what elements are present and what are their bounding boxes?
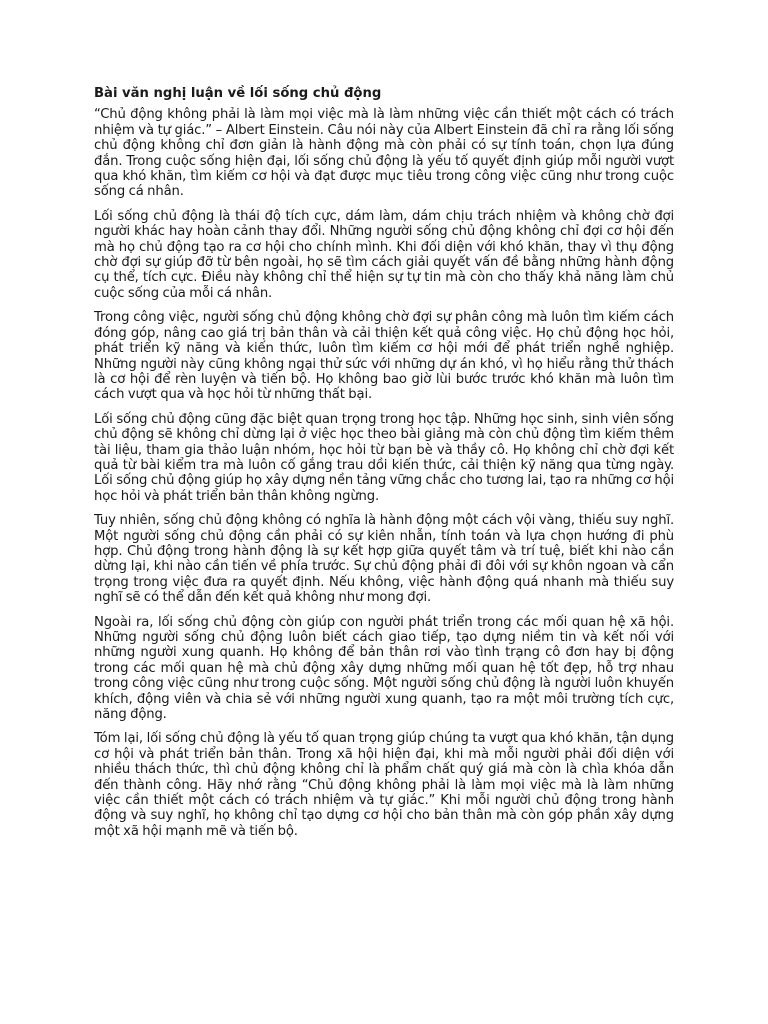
paragraph-intro: “Chủ động không phải là làm mọi việc mà là làm những việc cần thiết một cách có trách nhiệm và tự giác.” – Albert Einstein. Câu nói này của Albert Einstein đã chỉ ra rằng lối sống chủ động không chỉ đơn giản là hành động mà còn phải có sự tính toán, chọn lựa đúng đắn. Trong cuộc sống hiện đại, lối sống chủ động là yếu tố quyết định giúp mỗi người vượt qua khó khăn, tìm kiếm cơ hội và đạt được mục tiêu trong công việc cũng như trong cuộc sống cá nhân. <box>94 107 674 200</box>
paragraph-work: Trong công việc, người sống chủ động không chờ đợi sự phân công mà luôn tìm kiếm cách đóng góp, nâng cao giá trị bản thân và cải thiện kết quả công việc. Họ chủ động học hỏi, phát triển kỹ năng và kiến thức, luôn tìm kiếm cơ hội mới để phát triển nghề nghiệp. Những người này cũng không ngại thử sức với những dự án khó, vì họ hiểu rằng thử thách là cơ hội để rèn luyện và tiến bộ. Họ không bao giờ lùi bước trước khó khăn mà luôn tìm cách vượt qua và học hỏi từ những thất bại. <box>94 310 674 403</box>
paragraph-conclusion: Tóm lại, lối sống chủ động là yếu tố quan trọng giúp chúng ta vượt qua khó khăn, tận dụng cơ hội và phát triển bản thân. Trong xã hội hiện đại, khi mà mỗi người phải đối diện với nhiều thách thức, thì chủ động không chỉ là phẩm chất quý giá mà còn là chìa khóa dẫn đến thành công. Hãy nhớ rằng “Chủ động không phải là làm mọi việc mà là làm những việc cần thiết một cách có trách nhiệm và tự giác.” Khi mỗi người chủ động trong hành động và suy nghĩ, họ không chỉ tạo dựng cơ hội cho bản thân mà còn góp phần xây dựng một xã hội mạnh mẽ và tiến bộ. <box>94 731 674 839</box>
document-body <box>94 86 674 848</box>
paragraph-study: Lối sống chủ động cũng đặc biệt quan trọng trong học tập. Những học sinh, sinh viên sống chủ động sẽ không chỉ dừng lại ở việc học theo bài giảng mà còn chủ động tìm kiếm thêm tài liệu, tham gia thảo luận nhóm, học hỏi từ bạn bè và thầy cô. Họ không chỉ chờ đợi kết quả từ bài kiểm tra mà luôn cố gắng trau dồi kiến thức, cải thiện kỹ năng qua từng ngày. Lối sống chủ động giúp họ xây dựng nền tảng vững chắc cho tương lai, tạo ra những cơ hội học hỏi và phát triển bản thân không ngừng. <box>94 411 674 504</box>
paragraph-definition: Lối sống chủ động là thái độ tích cực, dám làm, dám chịu trách nhiệm và không chờ đợi người khác hay hoàn cảnh thay đổi. Những người sống chủ động không chỉ đợi cơ hội đến mà họ chủ động tạo ra cơ hội cho chính mình. Khi đối diện với khó khăn, thay vì thụ động chờ đợi sự giúp đỡ từ bên ngoài, họ sẽ tìm cách giải quyết vấn đề bằng những hành động cụ thể, tích cực. Điều này không chỉ thể hiện sự tự tin mà còn cho thấy khả năng làm chủ cuộc sống của mỗi cá nhân. <box>94 208 674 301</box>
document-title: Bài văn nghị luận về lối sống chủ động <box>94 86 382 101</box>
paragraph-relationships: Ngoài ra, lối sống chủ động còn giúp con người phát triển trong các mối quan hệ xã hội. Những người sống chủ động luôn biết cách giao tiếp, tạo dựng niềm tin và kết nối với những người xung quanh. Họ không để bản thân rơi vào tình trạng cô đơn hay bị động trong các mối quan hệ mà chủ động xây dựng những mối quan hệ tốt đẹp, hỗ trợ nhau trong công việc cũng như trong cuộc sống. Một người sống chủ động là người luôn khuyến khích, động viên và chia sẻ với những người xung quanh, tạo ra một môi trường tích cực, năng động. <box>94 614 674 723</box>
paragraph-caution: Tuy nhiên, sống chủ động không có nghĩa là hành động một cách vội vàng, thiếu suy nghĩ. Một người sống chủ động cần phải có sự kiên nhẫn, tính toán và lựa chọn hướng đi phù hợp. Chủ động trong hành động là sự kết hợp giữa quyết tâm và trí tuệ, biết khi nào cần dừng lại, khi nào cần tiến về phía trước. Sự chủ động phải đi đôi với sự khôn ngoan và cẩn trọng trong việc đưa ra quyết định. Nếu không, việc hành động quá nhanh mà thiếu suy nghĩ sẽ có thể dẫn đến kết quả không như mong đợi. <box>94 513 674 606</box>
